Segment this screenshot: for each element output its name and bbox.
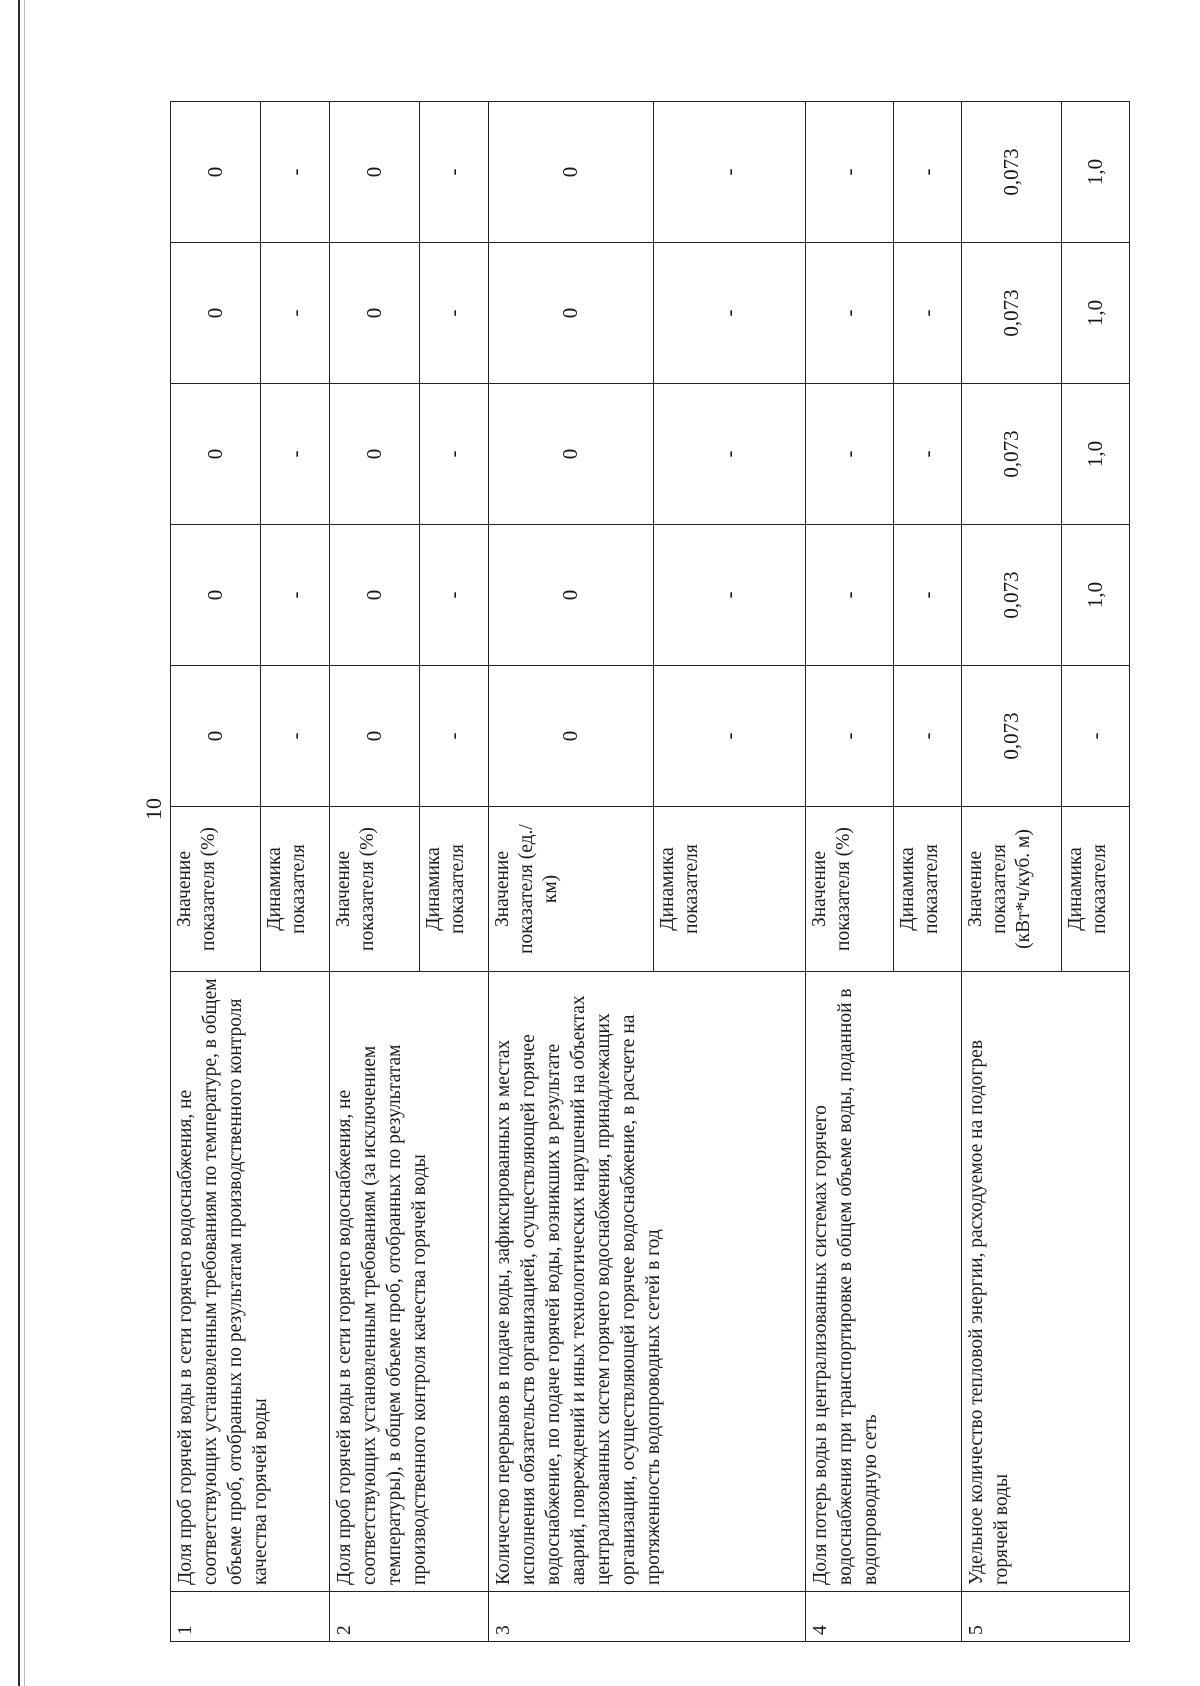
indicator-name: Количество перерывов в подаче воды, зафиксированных в местах исполнения обязательств организацией, осуществляющей горячее водоснабжение, по подаче горячей воды, возникших в результате аварий, повреждений и иных технологических нарушений на объектах централизованных систем горячего водоснабжения, принадлежащих организации, осуществляющей горячее водоснабжение, в расчете на протяженность водопроводных сетей в год bbox=[488, 972, 806, 1592]
dynamics-cell: - bbox=[420, 102, 488, 243]
table-row bbox=[329, 102, 419, 1642]
indicator-name: Доля проб горячей воды в сети горячего водоснабжения, не соответствующих установленным требованиям по температуре, в общем объеме проб, отобранных по результатам производственного контроля качества горячей воды bbox=[171, 972, 330, 1592]
row-number: 5 bbox=[962, 1592, 1130, 1642]
dynamics-cell: - bbox=[893, 384, 961, 525]
dynamics-cell: - bbox=[261, 525, 329, 666]
row-number: 1 bbox=[171, 1592, 330, 1642]
dynamics-label: Динамика показателя bbox=[893, 807, 961, 972]
value-cell: 0 bbox=[488, 384, 653, 525]
rotated-table-container bbox=[170, 102, 1130, 1642]
value-label: Значение показателя (кВт*ч/куб. м) bbox=[962, 807, 1061, 972]
dynamics-cell: - bbox=[420, 384, 488, 525]
dynamics-cell: - bbox=[653, 384, 805, 525]
value-cell: 0 bbox=[488, 525, 653, 666]
dynamics-cell: - bbox=[893, 525, 961, 666]
dynamics-label: Динамика показателя bbox=[261, 807, 329, 972]
dynamics-cell: - bbox=[653, 666, 805, 807]
value-label: Значение показателя (%) bbox=[171, 807, 261, 972]
value-cell: 0,073 bbox=[962, 525, 1061, 666]
indicator-name: Доля потерь воды в централизованных системах горячего водоснабжения при транспортировке в общем объеме воды, поданной в водопроводную сеть bbox=[806, 972, 962, 1592]
value-cell: 0,073 bbox=[962, 666, 1061, 807]
page-number: 10 bbox=[141, 798, 166, 820]
value-cell: - bbox=[806, 102, 894, 243]
dynamics-cell: - bbox=[653, 102, 805, 243]
value-cell: - bbox=[806, 243, 894, 384]
row-number: 2 bbox=[329, 1592, 488, 1642]
value-cell: 0 bbox=[329, 525, 419, 666]
indicator-name: Доля проб горячей воды в сети горячего водоснабжения, не соответствующих установленным требованиям (за исключением температуры), в общем объеме проб, отобранных по результатам производственного контроля качества горячей воды bbox=[329, 972, 488, 1592]
value-cell: 0,073 bbox=[962, 102, 1061, 243]
value-cell: 0 bbox=[329, 102, 419, 243]
dynamics-cell: - bbox=[420, 243, 488, 384]
dynamics-cell: - bbox=[261, 102, 329, 243]
value-cell: 0 bbox=[329, 384, 419, 525]
value-cell: - bbox=[806, 525, 894, 666]
dynamics-label: Динамика показателя bbox=[653, 807, 805, 972]
dynamics-cell: - bbox=[1061, 666, 1129, 807]
dynamics-cell: - bbox=[261, 384, 329, 525]
dynamics-cell: - bbox=[893, 102, 961, 243]
value-cell: 0 bbox=[488, 666, 653, 807]
value-cell: 0,073 bbox=[962, 384, 1061, 525]
value-cell: 0 bbox=[171, 525, 261, 666]
value-label: Значение показателя (%) bbox=[329, 807, 419, 972]
dynamics-label: Динамика показателя bbox=[1061, 807, 1129, 972]
dynamics-label: Динамика показателя bbox=[420, 807, 488, 972]
value-label: Значение показателя (%) bbox=[806, 807, 894, 972]
value-cell: 0 bbox=[488, 243, 653, 384]
dynamics-cell: - bbox=[653, 243, 805, 384]
dynamics-cell: - bbox=[261, 666, 329, 807]
value-label: Значение показателя (ед./км) bbox=[488, 807, 653, 972]
table-row bbox=[171, 102, 261, 1642]
value-cell: 0 bbox=[171, 243, 261, 384]
value-cell: 0 bbox=[171, 384, 261, 525]
row-number: 4 bbox=[806, 1592, 962, 1642]
row-number: 3 bbox=[488, 1592, 806, 1642]
table-row bbox=[962, 102, 1061, 1642]
value-cell: 0 bbox=[329, 243, 419, 384]
value-cell: 0 bbox=[171, 102, 261, 243]
value-cell: 0 bbox=[329, 666, 419, 807]
dynamics-cell: - bbox=[653, 525, 805, 666]
dynamics-cell: 1,0 bbox=[1061, 525, 1129, 666]
dynamics-cell: - bbox=[893, 243, 961, 384]
dynamics-cell: 1,0 bbox=[1061, 384, 1129, 525]
dynamics-cell: - bbox=[261, 243, 329, 384]
dynamics-cell: - bbox=[420, 525, 488, 666]
dynamics-cell: 1,0 bbox=[1061, 243, 1129, 384]
value-cell: 0,073 bbox=[962, 243, 1061, 384]
table-row bbox=[488, 102, 653, 1642]
value-cell: 0 bbox=[171, 666, 261, 807]
value-cell: 0 bbox=[488, 102, 653, 243]
dynamics-cell: - bbox=[893, 666, 961, 807]
table-row bbox=[806, 102, 894, 1642]
binding-edge-shadow bbox=[24, 0, 25, 1686]
value-cell: - bbox=[806, 666, 894, 807]
value-cell: - bbox=[806, 384, 894, 525]
dynamics-cell: - bbox=[420, 666, 488, 807]
dynamics-cell: 1,0 bbox=[1061, 102, 1129, 243]
binding-edge-line bbox=[18, 0, 20, 1686]
indicator-name: Удельное количество тепловой энергии, расходуемое на подогрев горячей воды bbox=[962, 972, 1130, 1592]
indicators-table bbox=[170, 101, 1130, 1642]
